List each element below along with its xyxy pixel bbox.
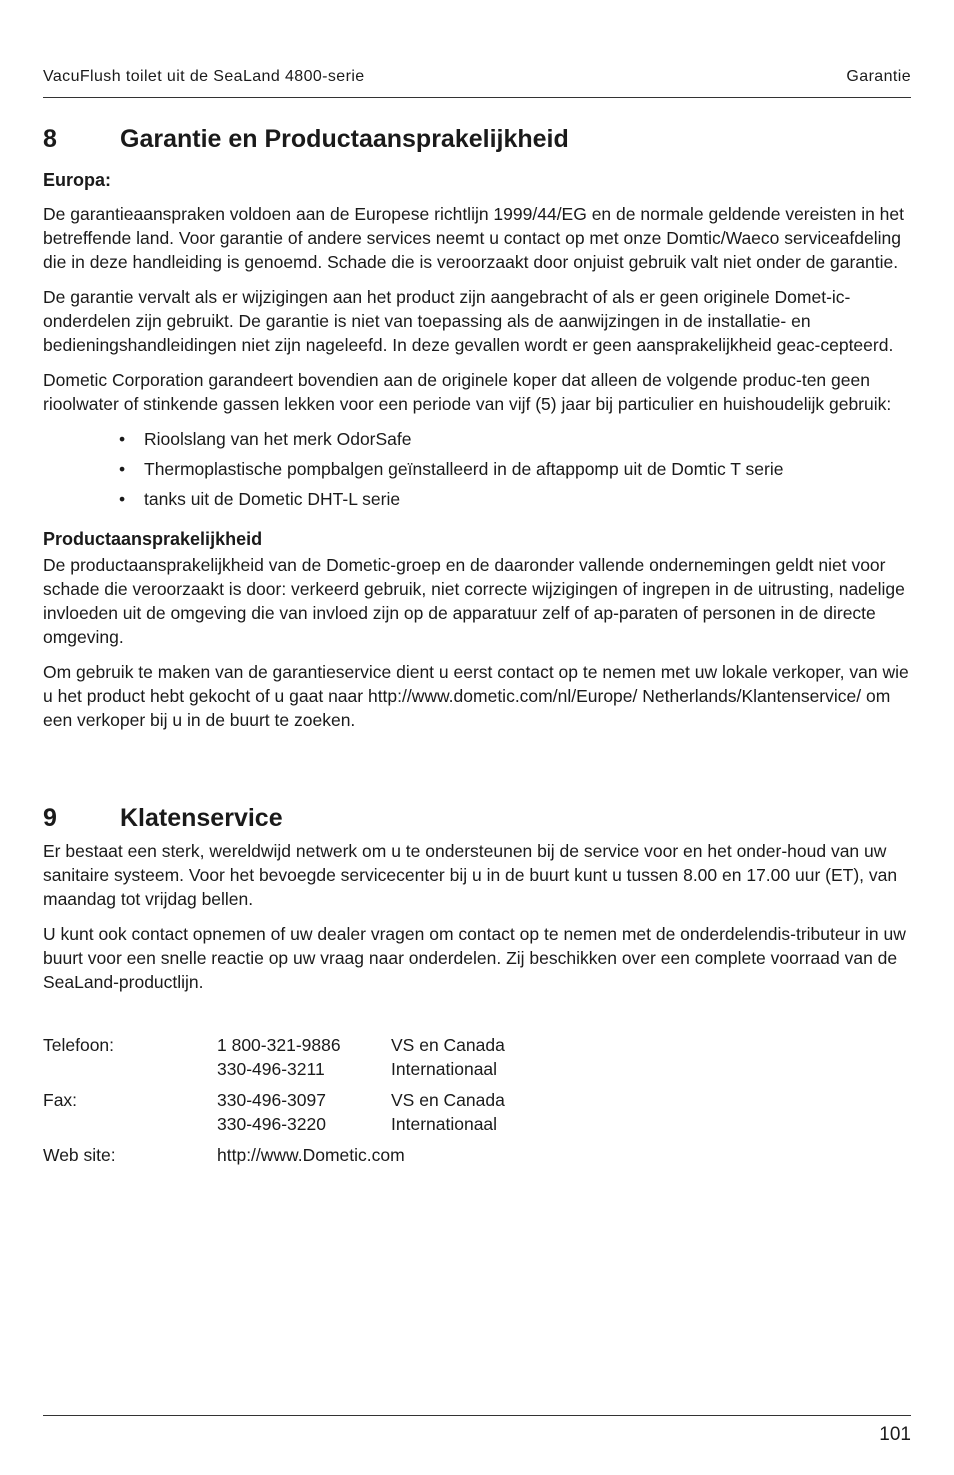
warranty-paragraph-3: Dometic Corporation garandeert bovendien aan de originele koper dat alleen de volgende produc-ten geen rioolwater of stinkende gassen lekken voor een periode van vijf (5) jaar bij particulier en huishoudelijk gebruik:	[43, 370, 892, 414]
service-paragraph-2: U kunt ook contact opnemen of uw dealer vragen om contact op te nemen met de onderdelendis-tributeur in uw buurt voor een snelle reactie op uw vraag naar onderdelen. Zij beschikken over een complete voorraad van de SeaLand-productlijn.	[43, 924, 906, 992]
section-8-title: Garantie en Productaansprakelijkheid	[120, 125, 569, 153]
service-paragraph-1: Er bestaat een sterk, wereldwijd netwerk om u te ondersteunen bij de service voor en het onder-houd van uw sanitaire systeem. Voor het bevoegde servicecenter bij u in de buurt kunt u tussen 8.00 en 17.00 uur (ET), van maandag tot vrijdag bellen.	[43, 841, 898, 909]
warranty-paragraph-2: De garantie vervalt als er wijzigingen aan het product zijn aangebracht of als er geen originele Domet-ic-onderdelen zijn gebruikt. De garantie is niet van toepassing als de aanwijzingen in de installatie- en bedieningshandleidingen niet zijn nageleefd. In deze gevallen wordt er geen aansprakelijkheid geac-cepteerd.	[43, 287, 894, 355]
running-header	[43, 68, 911, 90]
page-content	[43, 122, 911, 1167]
table-row	[43, 1033, 505, 1057]
section-8-heading	[43, 122, 911, 156]
list-item	[119, 487, 911, 511]
fax-number-intl: 330-496-3220	[217, 1114, 326, 1134]
footer-divider	[43, 1415, 911, 1416]
phone-number-us: 1 800-321-9886	[217, 1035, 341, 1055]
table-row	[43, 1057, 505, 1081]
list-item-text: Thermoplastische pompbalgen geïnstalleerd in de aftappomp uit de Domtic T serie	[144, 459, 784, 479]
website-link[interactable]: http://www.Dometic.com	[217, 1145, 405, 1165]
list-item	[119, 427, 911, 451]
liability-paragraph-1: De productaansprakelijkheid van de Dometic-groep en de daaronder vallende ondernemingen geldt niet voor schade die veroorzaakt is door: verkeerd gebruik, niet correcte wijzigingen of ingrepen in de uitrusting, nadelige invloeden uit de omgeving die van invloed zijn op de apparatuur zelf of ap-paraten of personen in de directe omgeving.	[43, 555, 905, 647]
page-number: 101	[879, 1424, 911, 1445]
phone-number-intl: 330-496-3211	[217, 1059, 325, 1079]
liability-heading: Productaansprakelijkheid	[43, 529, 263, 549]
phone-region-us: VS en Canada	[391, 1035, 505, 1055]
fax-region-us: VS en Canada	[391, 1090, 505, 1110]
europe-heading: Europa:	[43, 170, 112, 190]
document-page	[43, 0, 911, 1475]
list-item	[119, 457, 911, 481]
fax-region-intl: Internationaal	[391, 1114, 498, 1134]
website-label: Web site:	[43, 1145, 116, 1165]
bullet-icon: •	[119, 489, 126, 509]
phone-region-intl: Internationaal	[391, 1059, 498, 1079]
section-9-number: 9	[43, 804, 57, 832]
table-row	[43, 1088, 505, 1112]
table-row	[43, 1112, 505, 1136]
warranty-paragraph-1: De garantieaanspraken voldoen aan de Europese richtlijn 1999/44/EG en de normale geldende vereisten in het betreffende land. Voor garantie of andere services neemt u contact op met onze Domtic/Waeco serviceafdeling die in deze handleiding is genoemd. Schade die is veroorzaakt door onjuist gebruik valt niet onder de garantie.	[43, 204, 905, 272]
phone-label: Telefoon:	[43, 1035, 115, 1055]
list-item-text: Rioolslang van het merk OdorSafe	[144, 429, 412, 449]
fax-label: Fax:	[43, 1090, 78, 1110]
header-chapter-name: Garantie	[846, 68, 911, 85]
header-divider	[43, 97, 911, 98]
contact-table	[43, 1033, 505, 1167]
bullet-icon: •	[119, 459, 126, 479]
section-8-number: 8	[43, 125, 57, 153]
liability-paragraph-2: Om gebruik te maken van de garantieservice dient u eerst contact op te nemen met uw lokale verkoper, van wie u het product hebt gekocht of u gaat naar http://www.dometic.com/nl/Europe/ Netherlands/Klantenservice/ om een verkoper bij u in de buurt te zoeken.	[43, 662, 909, 730]
header-document-title: VacuFlush toilet uit de SeaLand 4800-serie	[43, 68, 365, 85]
fax-number-us: 330-496-3097	[217, 1090, 326, 1110]
section-9-title: Klatenservice	[120, 804, 283, 832]
table-row	[43, 1143, 505, 1167]
list-item-text: tanks uit de Dometic DHT-L serie	[144, 489, 401, 509]
section-9-heading	[43, 801, 911, 835]
bullet-icon: •	[119, 429, 126, 449]
warranty-product-list	[43, 427, 911, 511]
